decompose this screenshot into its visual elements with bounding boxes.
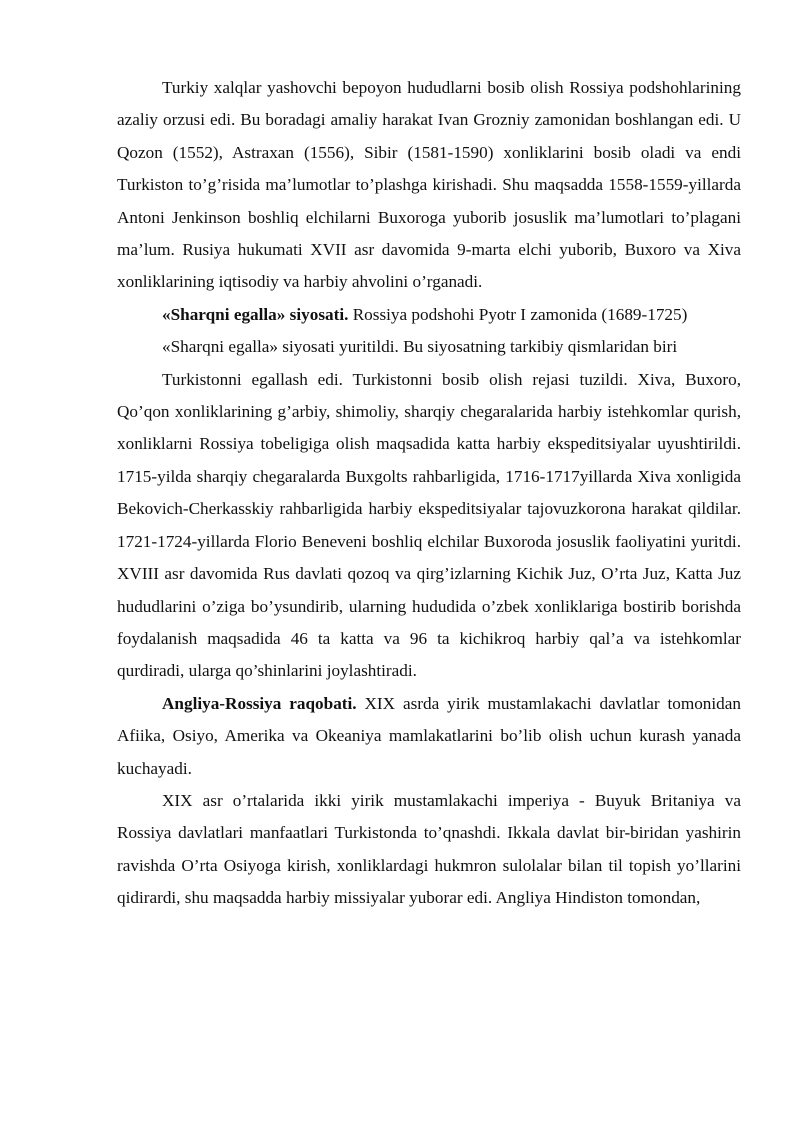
document-page bbox=[117, 72, 741, 915]
paragraph-text: «Sharqni egalla» siyosati yuritildi. Bu siyosatning tarkibiy qismlaridan biri bbox=[162, 337, 678, 357]
section-heading-angliya-rossiya: Angliya-Rossiya raqobati. bbox=[162, 693, 357, 713]
paragraph-turkiston bbox=[117, 364, 741, 688]
paragraph-text: XIX asr o’rtalarida ikki yirik mustamlakachi imperiya - Buyuk Britaniya va Rossiya davlatlari manfaatlari Turkistonda to’qnashdi. Ikkala davlat bir-biridan yashirin ravishda O’rta Osiyoga kirish, xonliklardagi hukmron sulolalar bilan til topish yo’llarini qidirardi, shu maqsadda harbiy missiyalar yuborar edi. Angliya Hindiston tomondan, bbox=[117, 790, 741, 908]
paragraph-text: Rossiya podshohi Pyotr I zamonida (1689-1725) bbox=[348, 304, 688, 324]
paragraph-angliya bbox=[117, 688, 741, 785]
paragraph-text: Turkistonni egallash edi. Turkistonni bosib olish rejasi tuzildi. Xiva, Buxoro, Qo’qon xonliklarining g’arbiy, shimoliy, sharqiy chegaralarida harbiy istehkomlar qurish, xonliklarni Rossiya tobeligiga olish maqsadida katta harbiy ekspeditsiyalar uyushtirildi. 1715-yilda sharqiy chegaralarda Buxgolts rahbarligida, 1716-1717yillarda Xiva xonligida Bekovich-Cherkasskiy rahbarligida harbiy ekspeditsiyalar tajovuzkorona harakat qildilar. 1721-1724-yillarda Florio Beneveni boshliq elchilar Buxoroda josuslik faoliyatini yuritdi. XVIII asr davomida Rus davlati qozoq va qirg’izlarning Kichik Juz, O’rta Juz, Katta Juz hududlarini o’ziga bo’ysundirib, ularning hududida o’zbek xonliklariga bostirib borishda foydalanish maqsadida 46 ta katta va 96 ta kichikroq harbiy qal’a va istehkomlar qurdiradi, ularga qo’shinlarini joylashtiradi. bbox=[117, 369, 741, 681]
paragraph-text: Turkiy xalqlar yashovchi bepoyon hududlarni bosib olish Rossiya podshohlarining azaliy orzusi edi. Bu boradagi amaliy harakat Ivan Grozniy zamonidan boshlangan edi. U Qozon (1552), Astraxan (1556), Sibir (1581-1590) xonliklarini bosib oladi va endi Turkiston to’g’risida ma’lumotlar to’plashga kirishadi. Shu maqsadda 1558-1559-yillarda Antoni Jenkinson boshliq elchilarni Buxoroga yuborib josuslik ma’lumotlari to’plagani ma’lum. Rusiya hukumati XVII asr davomida 9-marta elchi yuborib, Buxoro va Xiva xonliklarining iqtisodiy va harbiy ahvolini o’rganadi. bbox=[117, 78, 741, 292]
paragraph-sharq-heading bbox=[117, 299, 741, 331]
paragraph-xix-asr bbox=[117, 785, 741, 915]
paragraph-text: XIX asrda yirik mustamlakachi davlatlar tomonidan Afiika, Osiyo, Amerika va Okeaniya mamlakatlarini bo’lib olish uchun kurash yanada kuchayadi. bbox=[117, 693, 741, 778]
paragraph-sharq-line2 bbox=[117, 331, 741, 363]
section-heading-sharqni-egalla: «Sharqni egalla» siyosati. bbox=[162, 304, 349, 324]
paragraph-intro bbox=[117, 72, 741, 299]
